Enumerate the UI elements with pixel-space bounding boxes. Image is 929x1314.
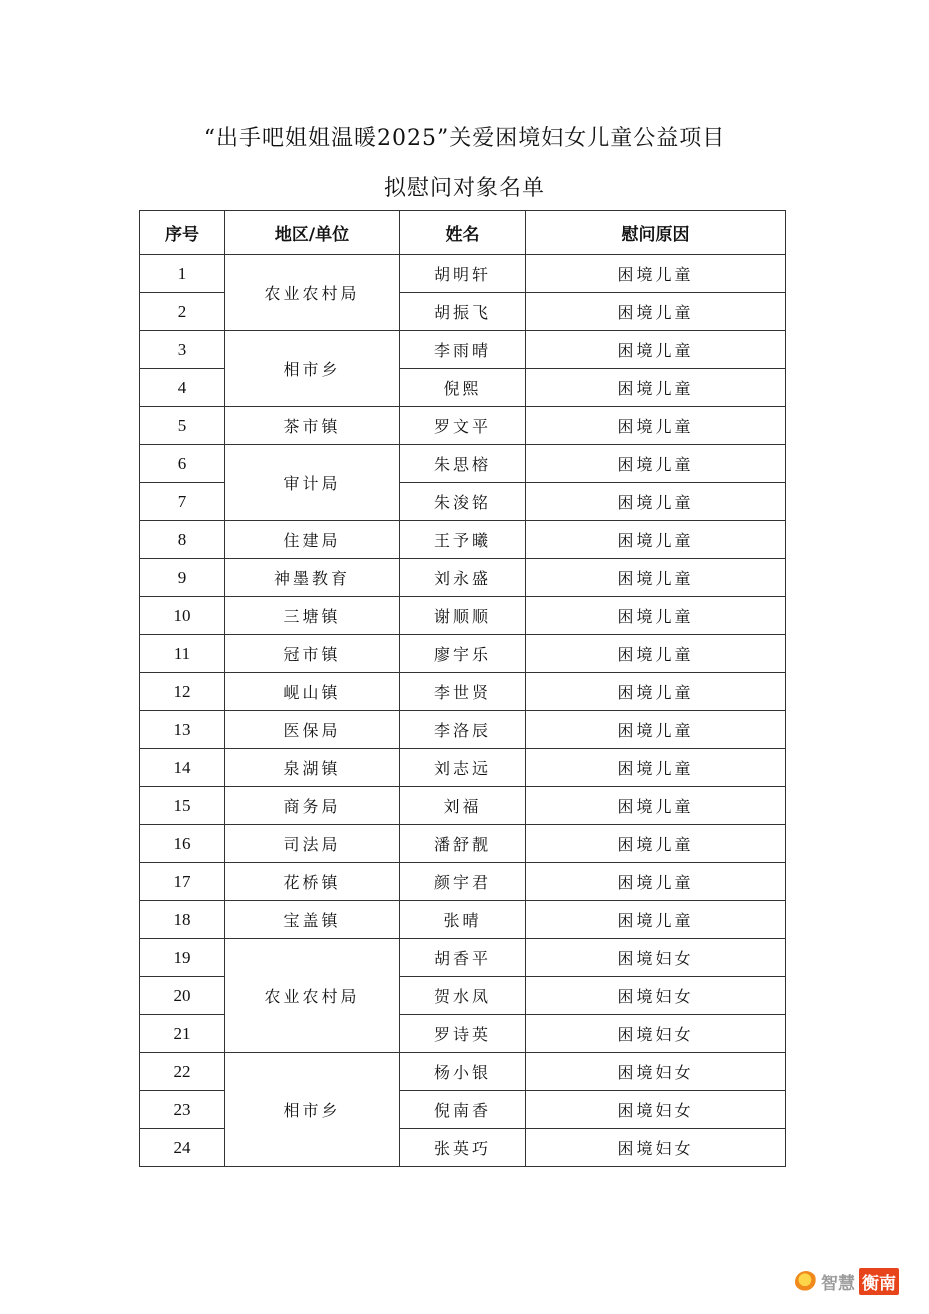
cell-reason: 困境儿童 bbox=[526, 863, 786, 901]
cell-no: 11 bbox=[140, 635, 225, 673]
cell-reason: 困境儿童 bbox=[526, 901, 786, 939]
cell-unit: 宝盖镇 bbox=[225, 901, 400, 939]
table-row bbox=[140, 939, 786, 977]
cell-no: 9 bbox=[140, 559, 225, 597]
cell-no: 18 bbox=[140, 901, 225, 939]
cell-name: 倪熙 bbox=[400, 369, 526, 407]
cell-name: 李洛辰 bbox=[400, 711, 526, 749]
cell-reason: 困境儿童 bbox=[526, 331, 786, 369]
cell-name: 罗诗英 bbox=[400, 1015, 526, 1053]
cell-name: 李雨晴 bbox=[400, 331, 526, 369]
cell-reason: 困境儿童 bbox=[526, 787, 786, 825]
cell-unit: 神墨教育 bbox=[225, 559, 400, 597]
cell-reason: 困境儿童 bbox=[526, 369, 786, 407]
header-name: 姓名 bbox=[400, 211, 526, 255]
table-row bbox=[140, 597, 786, 635]
cell-no: 2 bbox=[140, 293, 225, 331]
cell-no: 19 bbox=[140, 939, 225, 977]
table-row bbox=[140, 711, 786, 749]
cell-name: 倪南香 bbox=[400, 1091, 526, 1129]
cell-name: 贺水凤 bbox=[400, 977, 526, 1015]
cell-reason: 困境儿童 bbox=[526, 559, 786, 597]
cell-reason: 困境儿童 bbox=[526, 407, 786, 445]
cell-name: 廖宇乐 bbox=[400, 635, 526, 673]
cell-no: 4 bbox=[140, 369, 225, 407]
table-row bbox=[140, 331, 786, 369]
cell-no: 5 bbox=[140, 407, 225, 445]
cell-name: 胡振飞 bbox=[400, 293, 526, 331]
table-row bbox=[140, 863, 786, 901]
cell-reason: 困境妇女 bbox=[526, 1129, 786, 1167]
cell-no: 22 bbox=[140, 1053, 225, 1091]
cell-no: 6 bbox=[140, 445, 225, 483]
document-subtitle: 拟慰问对象名单 bbox=[383, 176, 545, 201]
watermark bbox=[795, 1268, 899, 1295]
cell-unit: 住建局 bbox=[225, 521, 400, 559]
table-row bbox=[140, 255, 786, 293]
table-row bbox=[140, 787, 786, 825]
cell-reason: 困境儿童 bbox=[526, 749, 786, 787]
cell-no: 13 bbox=[140, 711, 225, 749]
cell-no: 1 bbox=[140, 255, 225, 293]
table-header-row bbox=[140, 211, 786, 255]
header-reason: 慰问原因 bbox=[526, 211, 786, 255]
cell-unit: 商务局 bbox=[225, 787, 400, 825]
cell-reason: 困境儿童 bbox=[526, 445, 786, 483]
cell-unit: 花桥镇 bbox=[225, 863, 400, 901]
table-row bbox=[140, 445, 786, 483]
cell-name: 罗文平 bbox=[400, 407, 526, 445]
table-row bbox=[140, 673, 786, 711]
cell-reason: 困境儿童 bbox=[526, 597, 786, 635]
cell-no: 21 bbox=[140, 1015, 225, 1053]
logo-icon bbox=[795, 1271, 817, 1293]
cell-unit: 农业农村局 bbox=[225, 939, 400, 1053]
table-row bbox=[140, 521, 786, 559]
cell-no: 14 bbox=[140, 749, 225, 787]
table-row bbox=[140, 559, 786, 597]
cell-name: 潘舒靓 bbox=[400, 825, 526, 863]
cell-name: 刘志远 bbox=[400, 749, 526, 787]
table-row bbox=[140, 901, 786, 939]
cell-name: 王予曦 bbox=[400, 521, 526, 559]
table-row bbox=[140, 407, 786, 445]
visit-list-table bbox=[139, 210, 786, 1167]
cell-name: 谢顺顺 bbox=[400, 597, 526, 635]
cell-reason: 困境儿童 bbox=[526, 483, 786, 521]
cell-unit: 岘山镇 bbox=[225, 673, 400, 711]
cell-unit: 审计局 bbox=[225, 445, 400, 521]
cell-name: 朱思榕 bbox=[400, 445, 526, 483]
cell-reason: 困境儿童 bbox=[526, 673, 786, 711]
cell-no: 20 bbox=[140, 977, 225, 1015]
cell-no: 12 bbox=[140, 673, 225, 711]
cell-unit: 茶市镇 bbox=[225, 407, 400, 445]
cell-name: 刘永盛 bbox=[400, 559, 526, 597]
cell-name: 杨小银 bbox=[400, 1053, 526, 1091]
watermark-text-part2: 衡南 bbox=[859, 1268, 899, 1295]
cell-name: 张晴 bbox=[400, 901, 526, 939]
cell-reason: 困境儿童 bbox=[526, 521, 786, 559]
cell-reason: 困境儿童 bbox=[526, 825, 786, 863]
cell-name: 颜宇君 bbox=[400, 863, 526, 901]
cell-no: 8 bbox=[140, 521, 225, 559]
cell-reason: 困境妇女 bbox=[526, 1053, 786, 1091]
cell-unit: 冠市镇 bbox=[225, 635, 400, 673]
cell-name: 朱浚铭 bbox=[400, 483, 526, 521]
cell-unit: 司法局 bbox=[225, 825, 400, 863]
cell-unit: 相市乡 bbox=[225, 331, 400, 407]
cell-no: 23 bbox=[140, 1091, 225, 1129]
cell-unit: 三塘镇 bbox=[225, 597, 400, 635]
cell-name: 李世贤 bbox=[400, 673, 526, 711]
cell-no: 15 bbox=[140, 787, 225, 825]
cell-no: 17 bbox=[140, 863, 225, 901]
table-row bbox=[140, 825, 786, 863]
header-no: 序号 bbox=[140, 211, 225, 255]
cell-no: 24 bbox=[140, 1129, 225, 1167]
cell-unit: 泉湖镇 bbox=[225, 749, 400, 787]
cell-name: 胡香平 bbox=[400, 939, 526, 977]
cell-reason: 困境儿童 bbox=[526, 711, 786, 749]
cell-reason: 困境儿童 bbox=[526, 293, 786, 331]
cell-unit: 相市乡 bbox=[225, 1053, 400, 1167]
table-row bbox=[140, 635, 786, 673]
cell-no: 16 bbox=[140, 825, 225, 863]
cell-no: 10 bbox=[140, 597, 225, 635]
watermark-text-part1: 智慧 bbox=[821, 1274, 855, 1294]
cell-name: 胡明轩 bbox=[400, 255, 526, 293]
cell-reason: 困境妇女 bbox=[526, 1015, 786, 1053]
cell-no: 7 bbox=[140, 483, 225, 521]
cell-reason: 困境儿童 bbox=[526, 255, 786, 293]
cell-reason: 困境儿童 bbox=[526, 635, 786, 673]
cell-reason: 困境妇女 bbox=[526, 977, 786, 1015]
cell-no: 3 bbox=[140, 331, 225, 369]
cell-name: 刘福 bbox=[400, 787, 526, 825]
cell-unit: 医保局 bbox=[225, 711, 400, 749]
document-title: “出手吧姐姐温暖2025”关爱困境妇女儿童公益项目 bbox=[203, 126, 726, 151]
cell-unit: 农业农村局 bbox=[225, 255, 400, 331]
table-row bbox=[140, 1053, 786, 1091]
cell-name: 张英巧 bbox=[400, 1129, 526, 1167]
header-unit: 地区/单位 bbox=[225, 211, 400, 255]
table-row bbox=[140, 749, 786, 787]
cell-reason: 困境妇女 bbox=[526, 1091, 786, 1129]
cell-reason: 困境妇女 bbox=[526, 939, 786, 977]
